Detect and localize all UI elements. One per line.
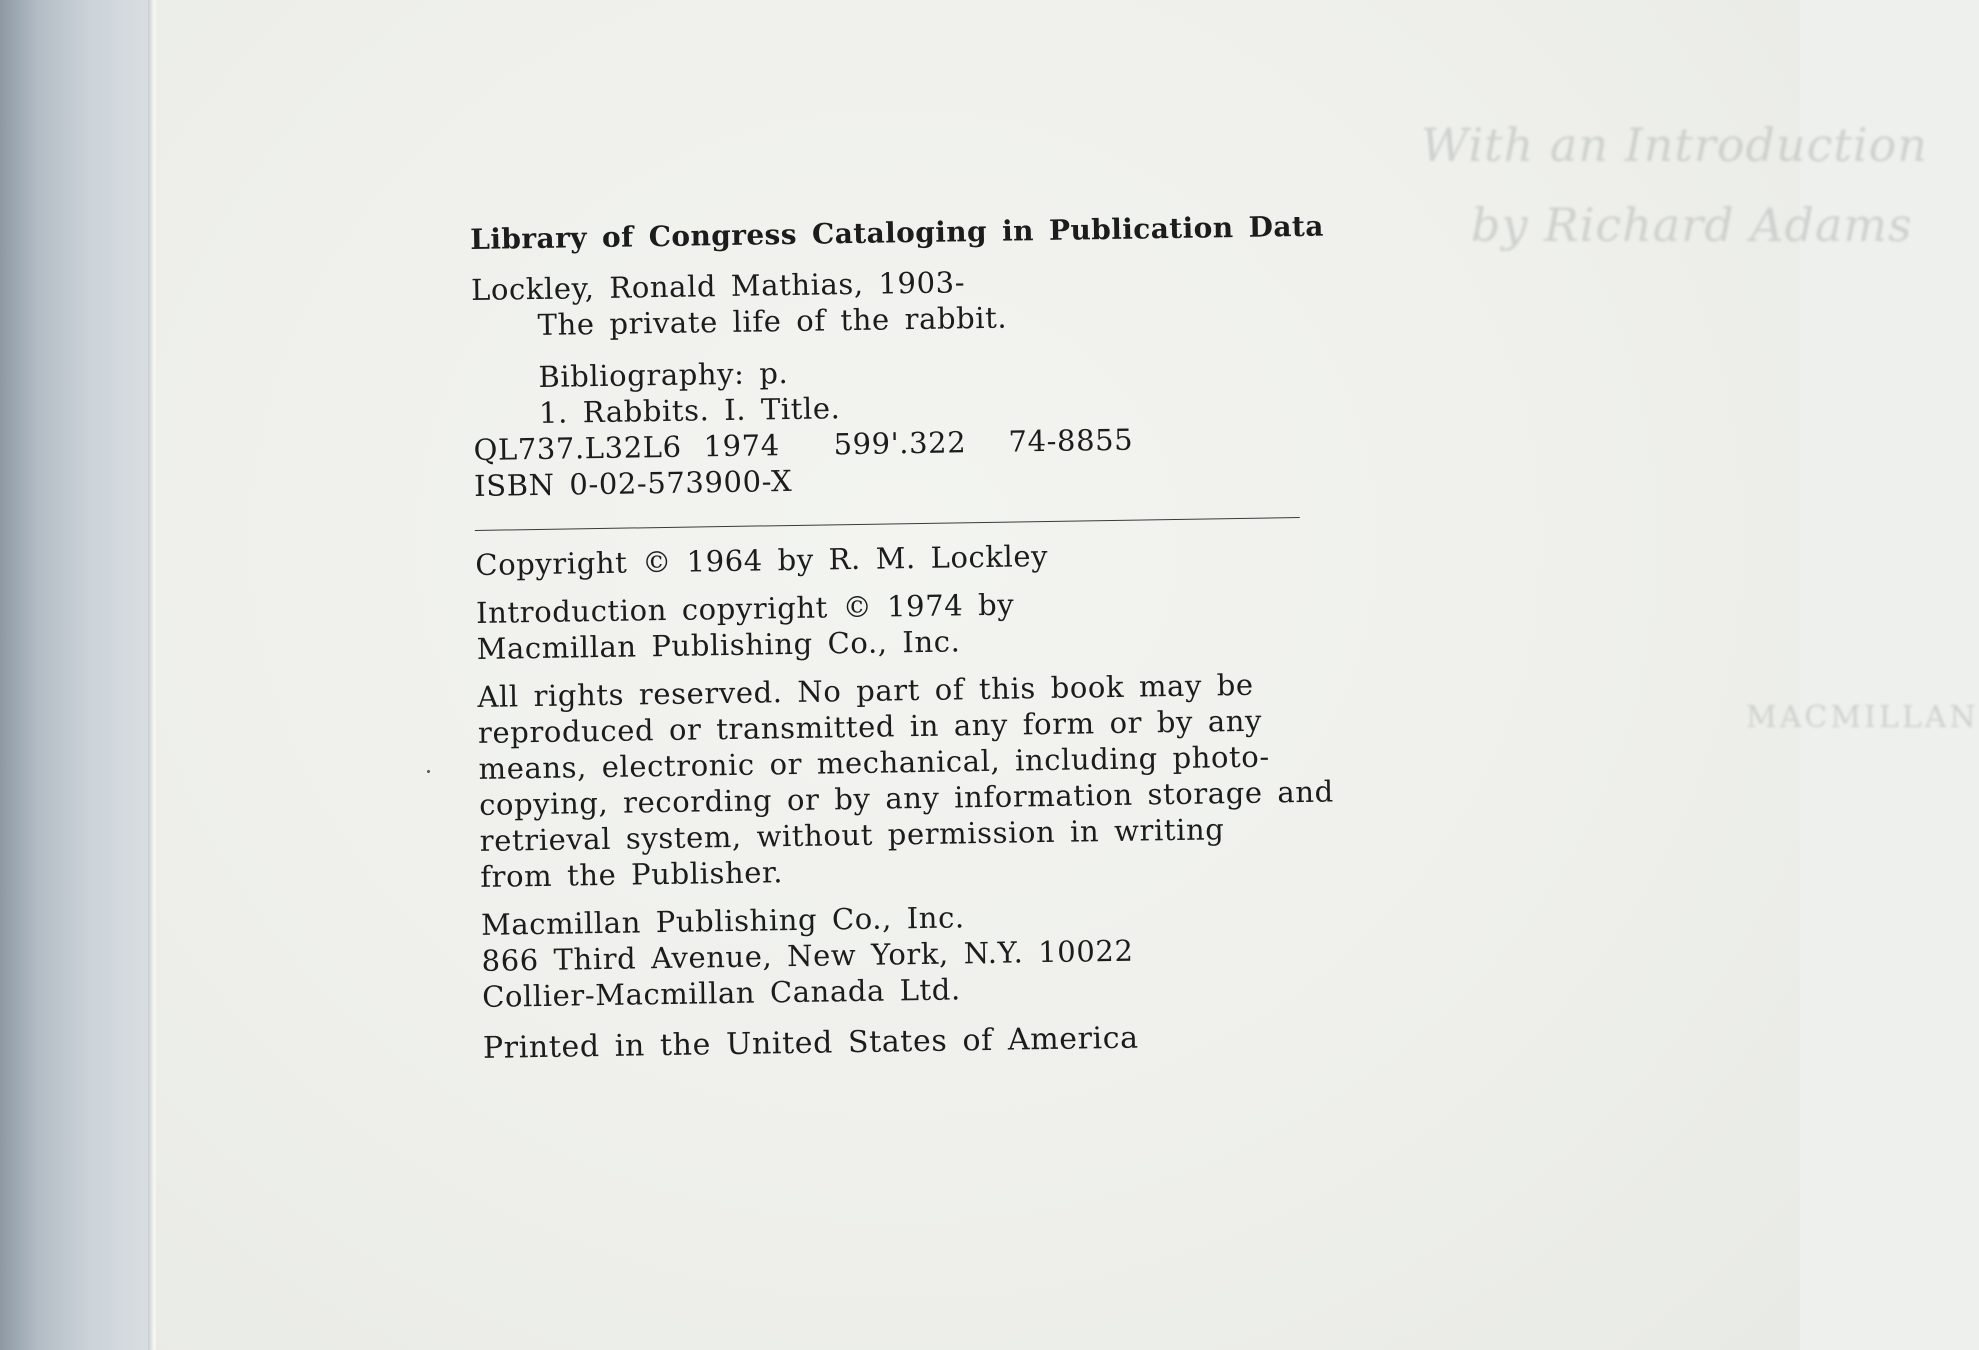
cip-dewey-number: 599'.322 <box>833 425 967 462</box>
cip-year: 1974 <box>703 428 781 464</box>
printed-in-line: Printed in the United States of America <box>482 1020 1139 1066</box>
bleed-through-text: by Richard Adams <box>1471 198 1913 252</box>
cip-call-number: QL737.L32L6 <box>473 429 682 467</box>
bleed-through-text: With an Introduction <box>1421 118 1928 172</box>
cip-bibliography: Bibliography: p. <box>538 356 789 394</box>
rights-line: copying, recording or by any information storage and <box>478 774 1334 822</box>
page-edge <box>148 0 156 1350</box>
copyright-text-block <box>470 208 1343 1066</box>
intro-copyright-line-1: Introduction copyright © 1974 by <box>475 587 1015 630</box>
cip-subjects: 1. Rabbits. I. Title. <box>538 391 841 430</box>
publisher-name: Macmillan Publishing Co., Inc. <box>480 900 965 942</box>
rights-line: means, electronic or mechanical, including photo- <box>478 739 1271 786</box>
publisher-address: 866 Third Avenue, New York, N.Y. 10022 <box>481 933 1134 978</box>
cip-heading: Library of Congress Cataloging in Publication Data <box>470 209 1324 256</box>
ink-speck <box>427 770 430 773</box>
copyright-line: Copyright © 1964 by R. M. Lockley <box>475 538 1049 582</box>
cip-lccn: 74-8855 <box>1008 422 1134 459</box>
rights-line: All rights reserved. No part of this book may be <box>477 667 1254 714</box>
cip-isbn: ISBN 0-02-573900-X <box>473 463 793 503</box>
rights-line: retrieval system, without permission in writing <box>479 812 1225 858</box>
intro-copyright-line-2: Macmillan Publishing Co., Inc. <box>476 624 961 666</box>
rights-line: reproduced or transmitted in any form or by any <box>477 703 1263 750</box>
cip-title: The private life of the rabbit. <box>537 300 1008 342</box>
publisher-canada: Collier-Macmillan Canada Ltd. <box>481 972 962 1014</box>
bleed-through-text: MACMILLAN <box>1746 700 1979 735</box>
rights-reserved-paragraph <box>477 665 1340 894</box>
rights-line: from the Publisher. <box>480 855 784 894</box>
cip-author: Lockley, Ronald Mathias, 1903- <box>470 265 966 307</box>
book-binding-gutter <box>0 0 150 1350</box>
divider-rule <box>475 517 1300 531</box>
